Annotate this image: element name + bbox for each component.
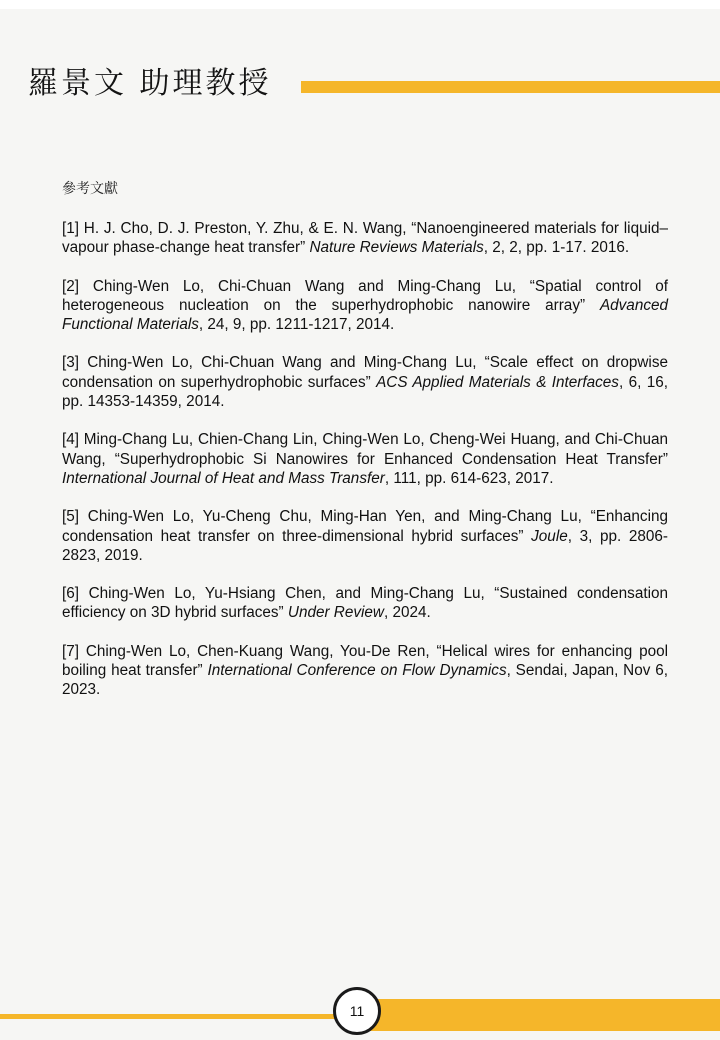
reference-item-1: [62, 219, 668, 258]
reference-item-4: [62, 430, 668, 488]
reference-text: [1] H. J. Cho, D. J. Preston, Y. Zhu, & E. N. Wang, “Nanoengineered materials for liquid–vapour phase-change heat transfer”: [62, 220, 668, 257]
reference-item-5: [62, 507, 668, 565]
reference-venue: Joule: [531, 527, 568, 545]
reference-details: , 2, 2, pp. 1-17. 2016.: [483, 239, 630, 257]
page-number: 11: [349, 1003, 365, 1019]
reference-text: [7] Ching-Wen Lo, Chen-Kuang Wang, You-De Ren, “Helical wires for enhancing pool boiling heat transfer”: [62, 642, 668, 680]
reference-venue: International Conference on Flow Dynamics: [207, 662, 507, 680]
reference-item-3: [62, 353, 668, 411]
reference-item-7: [62, 642, 668, 700]
footer-accent-band: [360, 999, 720, 1031]
reference-list: [62, 219, 668, 719]
reference-details: , 111, pp. 614-623, 2017.: [384, 469, 554, 487]
reference-venue: ACS Applied Materials & Interfaces: [376, 373, 619, 391]
reference-details: , 3, pp. 2806-2823, 2019.: [62, 527, 668, 564]
reference-venue: Under Review: [287, 604, 384, 622]
footer-accent-line: [0, 1014, 360, 1019]
top-margin-strip: [0, 0, 720, 9]
reference-item-6: [62, 584, 668, 623]
reference-text: [5] Ching-Wen Lo, Yu-Cheng Chu, Ming-Han Yen, and Ming-Chang Lu, “Enhancing condensation heat transfer on three-dimensional hybrid surfaces”: [62, 508, 668, 545]
reference-text: [2] Ching-Wen Lo, Chi-Chuan Wang and Ming-Chang Lu, “Spatial control of heterogeneous nucleation on the superhydrophobic nanowire array”: [62, 277, 668, 314]
reference-venue: Nature Reviews Materials: [309, 239, 484, 257]
reference-details: , 6, 16, pp. 14353-14359, 2014.: [62, 373, 669, 411]
reference-item-2: [62, 277, 668, 335]
page-title: 羅景文 助理教授: [28, 66, 272, 101]
reference-text: [3] Ching-Wen Lo, Chi-Chuan Wang and Ming-Chang Lu, “Scale effect on dropwise condensation on superhydrophobic surfaces”: [62, 354, 668, 391]
reference-details: , 2024.: [383, 604, 431, 622]
reference-text: [4] Ming-Chang Lu, Chien-Chang Lin, Ching-Wen Lo, Cheng-Wei Huang, and Chi-Chuan Wang, “Superhydrophobic Si Nanowires for Enhanced Condensation Heat Transfer”: [62, 431, 668, 468]
page-number-badge: [333, 987, 381, 1035]
title-accent-bar: [301, 81, 720, 93]
reference-text: [6] Ching-Wen Lo, Yu-Hsiang Chen, and Ming-Chang Lu, “Sustained condensation efficiency on 3D hybrid surfaces”: [62, 585, 668, 622]
reference-venue: Advanced Functional Materials: [62, 296, 668, 334]
reference-details: , Sendai, Japan, Nov 6, 2023.: [62, 662, 668, 699]
reference-venue: International Journal of Heat and Mass Transfer: [62, 469, 385, 487]
reference-details: , 24, 9, pp. 1211-1217, 2014.: [198, 316, 395, 334]
references-heading: 參考文獻: [62, 181, 118, 197]
